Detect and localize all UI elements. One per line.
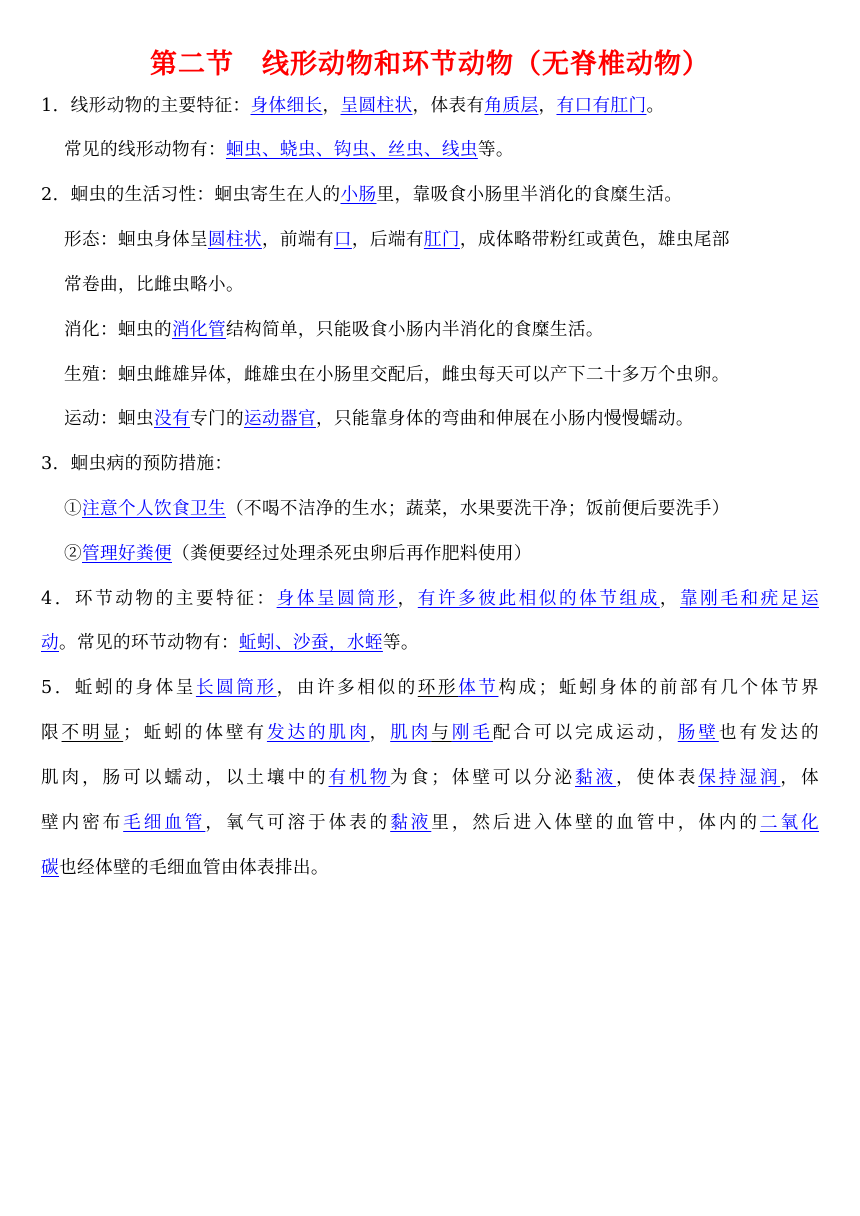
- body-text: ，前端有: [261, 230, 334, 250]
- keyword-answer: 运动器官: [243, 409, 316, 429]
- line-2-2: [64, 227, 730, 253]
- keyword-answer: 有口有肛门: [556, 96, 647, 116]
- body-text: 形态：蛔虫身体呈: [64, 230, 208, 250]
- body-text: 5．蚯蚓的身体呈: [41, 678, 196, 698]
- body-text: ，氧气可溶于体表的: [205, 813, 391, 833]
- keyword-answer: 靠刚毛和疣足运: [679, 589, 819, 609]
- body-text: ，后端有: [351, 230, 424, 250]
- underlined-text: 不明显: [61, 723, 124, 743]
- line-5-1: [41, 675, 819, 701]
- keyword-answer: 蚯蚓、沙蚕，水蛭: [238, 633, 383, 653]
- line-5-3: [41, 765, 819, 791]
- body-text: 等。: [477, 140, 514, 160]
- body-text: 等。: [382, 633, 419, 653]
- line-2-1: [41, 182, 682, 208]
- body-text: 结构简单，只能吸食小肠内半消化的食糜生活。: [225, 320, 604, 340]
- keyword-answer: 有机物: [328, 768, 391, 788]
- body-text: 限: [41, 723, 62, 743]
- body-text: 生殖：蛔虫雌雄异体，雌雄虫在小肠里交配后，雌虫每天可以产下二十多万个虫卵。: [64, 365, 730, 385]
- body-text: ，只能靠身体的弯曲和伸展在小肠内慢慢蠕动。: [315, 409, 694, 429]
- line-1-1: [41, 93, 664, 119]
- line-3-1: [41, 451, 233, 477]
- body-text: 里，然后进入体壁的血管中，体内的: [431, 813, 760, 833]
- keyword-answer: 肛门: [423, 230, 460, 250]
- body-text: 1．线形动物的主要特征：: [41, 96, 251, 116]
- keyword-answer: 呈圆柱状: [340, 96, 413, 116]
- body-text: 3．蛔虫病的预防措施：: [41, 454, 233, 474]
- underlined-text: 与: [431, 723, 452, 743]
- keyword-answer: 圆柱状: [207, 230, 262, 250]
- keyword-answer: 体节: [458, 678, 499, 698]
- body-text: （粪便要经过处理杀死虫卵后再作肥料使用）: [171, 544, 532, 564]
- body-text: 壁内密布: [41, 813, 124, 833]
- body-text: 也有发达的: [718, 723, 819, 743]
- line-2-4: [64, 317, 604, 343]
- underlined-text: 环形: [417, 678, 459, 698]
- body-text: 配合可以完成运动，: [492, 723, 678, 743]
- body-text: ，: [538, 96, 557, 116]
- body-text: ，: [659, 589, 680, 609]
- body-text: ，体表有: [412, 96, 485, 116]
- body-text: 构成；蚯蚓身体的前部有几个体节界: [498, 678, 819, 698]
- body-text: ，: [397, 589, 418, 609]
- body-text: ②: [64, 544, 82, 564]
- keyword-answer: 小肠: [340, 185, 377, 205]
- keyword-answer: 毛细血管: [123, 813, 206, 833]
- keyword-answer: 动: [41, 633, 59, 653]
- body-text: ，成体略带粉红或黄色，雄虫尾部: [459, 230, 730, 250]
- body-text: 。: [646, 96, 665, 116]
- keyword-answer: 刚毛: [451, 723, 493, 743]
- line-1-2: [64, 137, 514, 163]
- keyword-answer: 二氧化: [759, 813, 820, 833]
- keyword-answer: 身体呈圆筒形: [276, 589, 398, 609]
- body-text: 消化：蛔虫的: [64, 320, 172, 340]
- line-4-1: [41, 586, 819, 612]
- keyword-answer: 没有: [153, 409, 190, 429]
- body-text: 2．蛔虫的生活习性：蛔虫寄生在人的: [41, 185, 341, 205]
- body-text: 4．环节动物的主要特征：: [41, 589, 277, 609]
- keyword-answer: 肠壁: [677, 723, 719, 743]
- line-2-3: [64, 272, 244, 298]
- keyword-answer: 肌肉: [390, 723, 432, 743]
- body-text: 常见的线形动物有：: [64, 140, 226, 160]
- body-text: ，: [369, 723, 391, 743]
- body-text: 里，靠吸食小肠里半消化的食糜生活。: [376, 185, 683, 205]
- keyword-answer: 角质层: [484, 96, 539, 116]
- body-text: 。常见的环节动物有：: [59, 633, 239, 653]
- body-text: 专门的: [189, 409, 244, 429]
- body-text: ，体: [780, 768, 819, 788]
- body-text: ，: [322, 96, 341, 116]
- body-text: 肌肉，肠可以蠕动，以土壤中的: [41, 768, 329, 788]
- keyword-answer: 注意个人饮食卫生: [82, 499, 226, 519]
- keyword-answer: 蛔虫、蛲虫、钩虫、丝虫、线虫: [225, 140, 478, 160]
- body-text: 常卷曲，比雌虫略小。: [64, 275, 244, 295]
- keyword-answer: 口: [333, 230, 352, 250]
- keyword-answer: 发达的肌肉: [266, 723, 370, 743]
- keyword-answer: 身体细长: [250, 96, 323, 116]
- keyword-answer: 有许多彼此相似的体节组成: [417, 589, 660, 609]
- body-text: ，使体表: [616, 768, 699, 788]
- line-5-4: [41, 810, 819, 836]
- body-text: ；蚯蚓的体壁有: [123, 723, 267, 743]
- keyword-answer: 保持湿润: [698, 768, 781, 788]
- keyword-answer: 黏液: [390, 813, 432, 833]
- keyword-answer: 管理好粪便: [82, 544, 172, 564]
- line-4-2: [41, 630, 419, 656]
- body-text: （不喝不洁净的生水；蔬菜，水果要洗干净；饭前便后要洗手）: [225, 499, 730, 519]
- page-title: 第二节 线形动物和环节动物（无脊椎动物）: [150, 49, 710, 80]
- keyword-answer: 消化管: [171, 320, 226, 340]
- body-text: 运动：蛔虫: [64, 409, 154, 429]
- line-2-5: [64, 362, 730, 388]
- line-2-6: [64, 406, 694, 432]
- line-3-2: [64, 496, 730, 522]
- body-text: 也经体壁的毛细血管由体表排出。: [59, 858, 329, 878]
- keyword-answer: 长圆筒形: [195, 678, 277, 698]
- keyword-answer: 黏液: [575, 768, 617, 788]
- body-text: 为食；体壁可以分泌: [390, 768, 576, 788]
- body-text: ，由许多相似的: [276, 678, 418, 698]
- line-5-2: [41, 720, 819, 746]
- line-3-3: [64, 541, 532, 567]
- line-5-5: [41, 855, 329, 881]
- body-text: ①: [64, 499, 82, 519]
- keyword-answer: 碳: [41, 858, 59, 878]
